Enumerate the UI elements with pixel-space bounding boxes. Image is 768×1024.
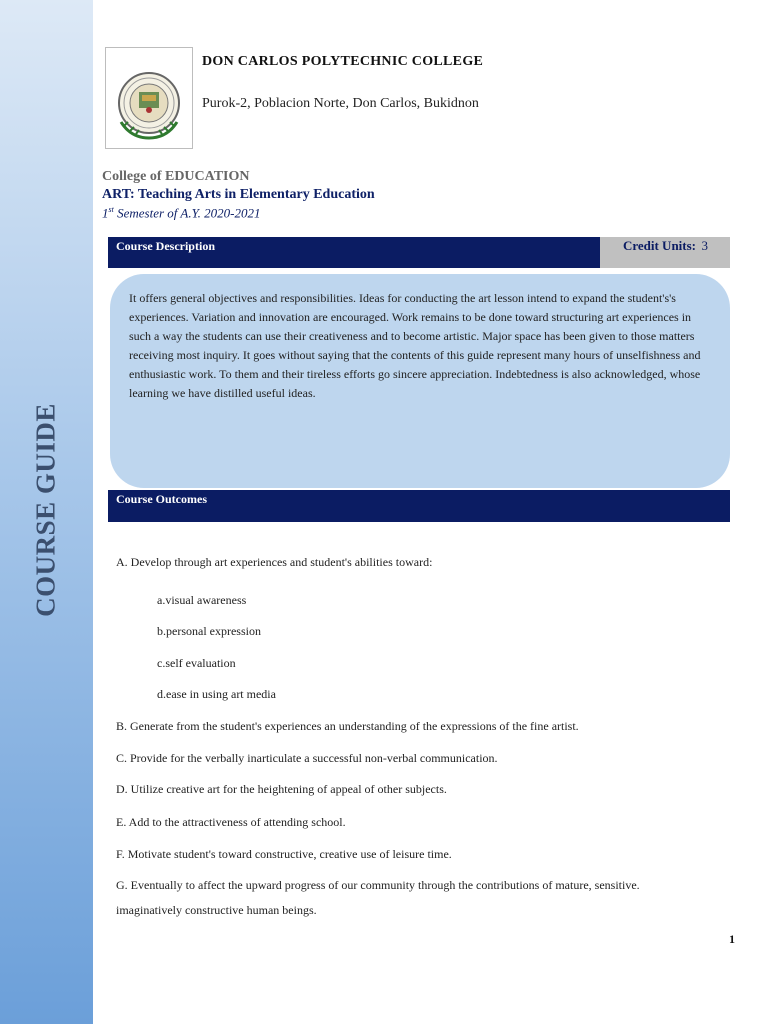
college-seal-icon xyxy=(106,48,192,148)
outcome-a: A. Develop through art experiences and student's abilities toward: xyxy=(116,555,433,569)
course-outcomes-header xyxy=(108,490,730,522)
course-description-heading: Course Description xyxy=(116,239,215,253)
college-name: DON CARLOS POLYTECHNIC COLLEGE xyxy=(202,54,484,69)
outcome-f: F. Motivate student's toward constructive, creative use of leisure time. xyxy=(116,847,452,861)
semester-label xyxy=(102,205,260,221)
outcome-c: C. Provide for the verbally inarticulate a successful non-verbal communication. xyxy=(116,751,498,765)
credit-units-label: Credit Units: xyxy=(622,238,696,253)
semester-ordinal: 1 xyxy=(102,205,109,221)
sidebar-title: COURSE GUIDE xyxy=(30,403,61,617)
outcome-a-sub-d: d.ease in using art media xyxy=(157,687,276,701)
semester-suffix: st xyxy=(108,205,114,214)
course-description-text: It offers general objectives and responsibilities. Ideas for conducting the art lesson intend to expand the student's's experiences. Variation and innovation are encouraged. Work remains to be done toward structuring art experiences in such a way the students can use their creativeness and to become artistic. Major space has been given to those matters receiving most inquiry. It goes without saying that the contents of this guide represent many hours of unselfishness and enthusiastic work. To them and their tireless efforts go sincere appreciation. Indebtedness is also acknowledged, whose learning we have distilled useful ideas. xyxy=(129,291,701,400)
outcome-a-sub-a: a.visual awareness xyxy=(157,593,247,607)
course-description-box xyxy=(110,274,730,488)
course-title: ART: Teaching Arts in Elementary Education xyxy=(102,187,375,202)
outcome-g-line-2: imaginatively constructive human beings. xyxy=(116,903,317,917)
outcome-b: B. Generate from the student's experiences an understanding of the expressions of the fine artist. xyxy=(116,719,579,733)
course-outcomes-heading: Course Outcomes xyxy=(116,492,207,506)
credit-units-box xyxy=(600,237,730,268)
outcome-g-line-1: G. Eventually to affect the upward progress of our community through the contributions of mature, sensitive. xyxy=(116,878,640,892)
page-number: 1 xyxy=(729,932,735,946)
semester-rest: Semester of A.Y. 2020-2021 xyxy=(113,205,261,221)
outcome-a-sub-b: b.personal expression xyxy=(157,624,261,638)
college-department: College of EDUCATION xyxy=(102,169,250,184)
college-logo-frame xyxy=(105,47,193,149)
outcome-a-sub-c: c.self evaluation xyxy=(157,656,236,670)
outcome-e: E. Add to the attractiveness of attending school. xyxy=(116,815,346,829)
credit-units-value: 3 xyxy=(701,238,708,253)
course-description-header xyxy=(108,237,600,268)
sidebar-band xyxy=(0,0,93,1024)
outcome-d: D. Utilize creative art for the heightening of appeal of other subjects. xyxy=(116,782,447,796)
college-address: Purok-2, Poblacion Norte, Don Carlos, Bukidnon xyxy=(202,96,479,111)
